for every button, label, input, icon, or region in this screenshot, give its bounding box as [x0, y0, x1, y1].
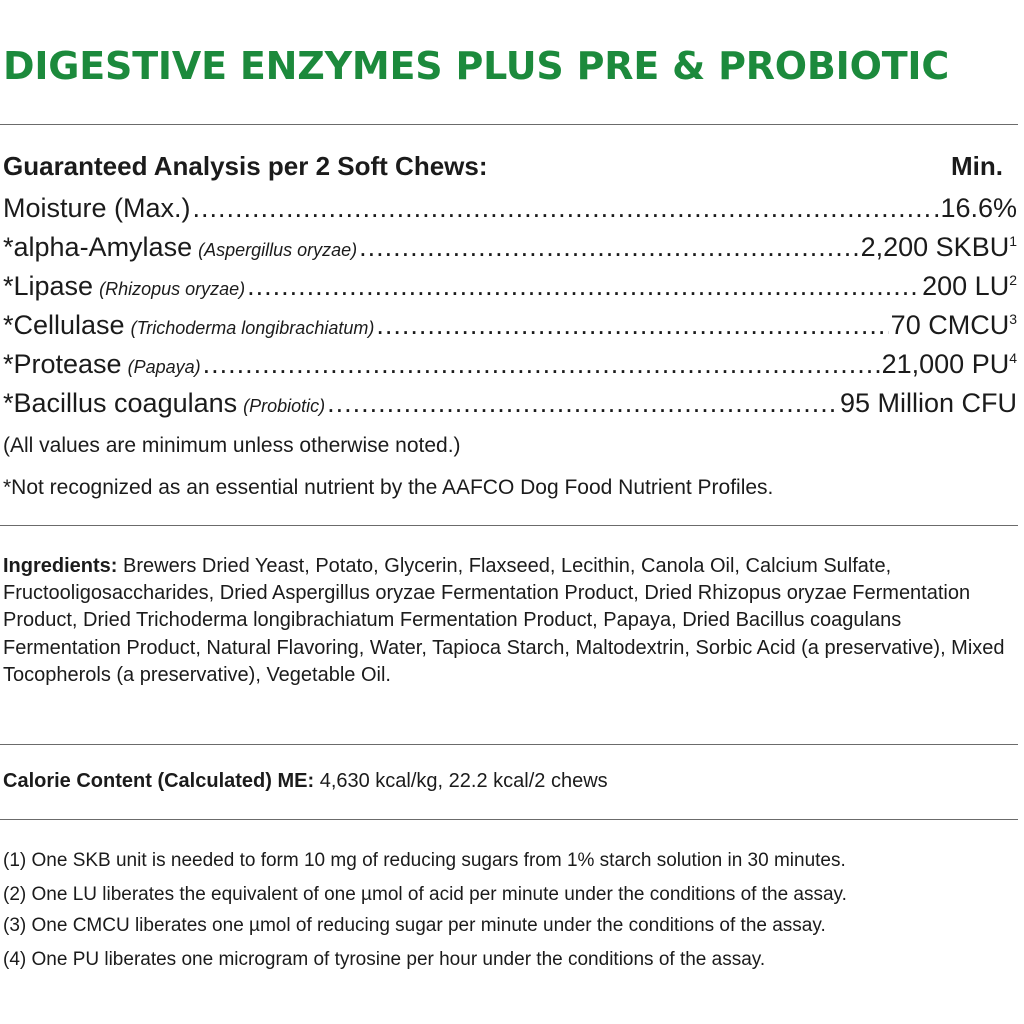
calorie-text: 4,630 kcal/kg, 22.2 kcal/2 chews: [314, 770, 608, 792]
analysis-row-moisture: [3, 190, 1017, 226]
nutrient-name: Moisture (Max.): [3, 193, 191, 223]
footnote-ref: 1: [1009, 233, 1017, 249]
footnote-3: (3) One CMCU liberates one µmol of reducing sugar per minute under the conditions of the assay.: [3, 915, 826, 936]
analysis-row-protease: [3, 346, 1017, 382]
nutrient-source: (Aspergillus oryzae): [198, 240, 358, 260]
calorie-content: [3, 767, 608, 795]
nutrient-name: *Cellulase: [3, 310, 125, 340]
leader-dots: [193, 190, 931, 226]
leader-dots: [359, 229, 858, 265]
analysis-heading-row: [3, 149, 1003, 183]
nutrient-value: 70 CMCU$^3$: [890, 310, 1017, 340]
nutrient-source: (Papaya): [127, 357, 201, 377]
footnote-4: (4) One PU liberates one microgram of tyrosine per hour under the conditions of the assay.: [3, 949, 766, 970]
nutrient-source: (Trichoderma longibrachiatum): [130, 318, 375, 338]
nutrient-value: 21,000 $PU^4$: [881, 349, 1017, 379]
nutrient-source: (Rhizopus oryzae): [99, 279, 246, 299]
nutrient-name: *Bacillus coagulans: [3, 388, 238, 418]
divider-calorie: [0, 744, 1018, 745]
analysis-row-cellulase: [3, 307, 1017, 343]
analysis-row-bacillus: [3, 385, 1017, 421]
calorie-label: Calorie Content (Calculated) ME:: [3, 770, 315, 792]
note-minimum-values: (All values are minimum unless otherwise noted.): [3, 434, 461, 457]
min-column-label: Min.: [951, 151, 1003, 181]
ingredients-paragraph: [3, 553, 1013, 689]
footnote-ref: 2: [1009, 272, 1017, 288]
nutrient-name: *Protease: [3, 349, 122, 379]
divider-top: [0, 124, 1018, 125]
leader-dots: [203, 346, 880, 382]
ingredients-text: Brewers Dried Yeast, Potato, Glycerin, Flaxseed, Lecithin, Canola Oil, Calcium Sulfate, Fructooligosaccharides, Dried Aspergillus oryzae Fermentation Product, Dried Rhizopus oryzae Fermentation Product, Dried Trichoderma longibrachiatum Fermentation Product, Papaya, Dried Bacillus coagulans Fermentation Product, Natural Flavoring, Water, Tapioca Starch, Maltodextrin, Sorbic Acid (a preservative), Mixed Tocopherols (a preservative), Vegetable Oil.: [3, 555, 1005, 686]
nutrient-value: .16.6%: [932, 193, 1017, 223]
nutrient-name: *Lipase: [3, 271, 94, 301]
divider-ingredients: [0, 525, 1018, 526]
note-aafco: *Not recognized as an essential nutrient by the AAFCO Dog Food Nutrient Profiles.: [3, 476, 774, 499]
leader-dots: [376, 307, 888, 343]
footnote-ref: 3: [1009, 311, 1017, 327]
nutrient-name: *alpha-Amylase: [3, 232, 193, 262]
page-title: DIGESTIVE ENZYMES PLUS PRE & PROBIOTIC: [3, 44, 950, 88]
footnote-ref: 4: [1009, 350, 1017, 366]
analysis-row-lipase: [3, 268, 1017, 304]
ingredients-label: Ingredients:: [3, 555, 118, 577]
nutrient-source: (Probiotic): [243, 396, 326, 416]
footnote-2: (2) One LU liberates the equivalent of one µmol of acid per minute under the conditions of the assay.: [3, 884, 847, 905]
leader-dots: [247, 268, 920, 304]
analysis-heading: Guaranteed Analysis per 2 Soft Chews:: [3, 151, 488, 181]
nutrient-value: 2,200 SKBU$^1$: [860, 232, 1017, 262]
footnote-1: (1) One SKB unit is needed to form 10 mg of reducing sugars from 1% starch solution in 30 minutes.: [3, 850, 846, 871]
nutrient-value: 200 $LU^2$: [922, 271, 1017, 301]
analysis-row-amylase: [3, 229, 1017, 265]
divider-footnotes: [0, 819, 1018, 820]
nutrient-value: 95 Million CFU: [839, 388, 1017, 418]
leader-dots: [327, 385, 838, 421]
